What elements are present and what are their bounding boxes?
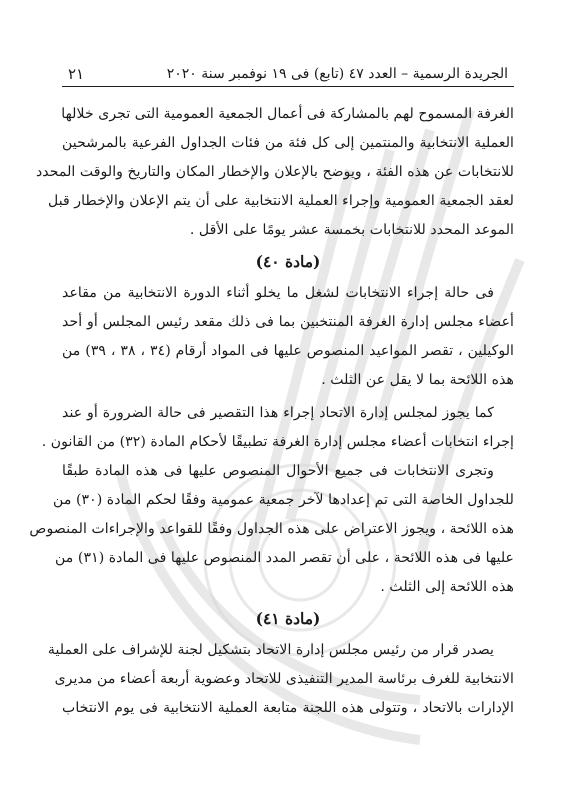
paragraph [62,279,514,395]
text-line: أعضاء مجلس إدارة الغرفة المنتخبين بما فى ذلك مقعد رئيس المجلس أو أحد [62,314,514,330]
text-line: للجداول الخاصة التى تم إعدادها لآخر جمعية عمومية وفقًا لحكم المادة (٣٠) من [53,492,514,508]
text-line: هذه اللائحة بما لا يقل عن الثلث . [321,372,514,388]
gazette-title: الجريدة الرسمية – العدد ٤٧ (تابع) فى ١٩ نوفمبر سنة ٢٠٢٠ [166,66,508,82]
text-line: وتجرى الانتخابات فى جميع الأحوال المنصوص عليها فى هذه المادة طبقًا [62,463,494,479]
paragraph [47,636,514,723]
text-line: هذه اللائحة إلى الثلث . [380,579,514,595]
text-line: فى حالة إجراء الانتخابات لشغل ما يخلو أثناء الدورة الانتخابية من مقاعد [62,285,494,301]
text-line: العملية الانتخابية والمنتمين إلى كل فئة من فئات الجداول الفرعية بالمرشحين [62,135,514,151]
text-line: الإدارات بالاتحاد ، وتتولى هذه اللجنة متابعة العملية الانتخابية فى يوم الانتخاب [62,700,514,716]
text-line: الموعد المحدد للانتخابات بخمسة عشر يومًا على الأقل . [189,222,514,238]
text-line: للانتخابات عن هذه الفئة ، ويوضح بالإعلان والإخطار المكان والتاريخ والوقت المحدد [35,164,514,180]
text-line: إجراء انتخابات أعضاء مجلس إدارة الغرفة تطبيقًا لأحكام المادة (٣٢) من القانون . [41,434,514,450]
paragraph [29,457,514,602]
page-number: ٢١ [68,65,85,83]
article-heading-41: (مادة ٤١) [255,609,321,628]
text-line: لعقد الجمعية العمومية وإجراء العملية الانتخابية على أن يتم الإعلان والإخطار قبل [47,193,514,209]
header-divider [62,86,514,87]
page-header [68,62,508,86]
text-line: الوكيلين ، تقصر المواعيد المنصوص عليها فى المواد أرقام (٣٤ ، ٣٨ ، ٣٩) من [62,343,514,359]
text-line: يصدر قرار من رئيس مجلس إدارة الاتحاد بتشكيل لجنة للإشراف على العملية [47,642,494,658]
text-line: هذه اللائحة ، ويجوز الاعتراض على هذه الجداول وفقًا للقواعد والإجراءات المنصوص [29,521,514,537]
paragraph [35,100,514,245]
text-line: الغرفة المسموح لهم بالمشاركة فى أعمال الجمعية العمومية التى تجرى خلالها [61,106,514,122]
text-line: عليها فى هذه اللائحة ، على أن تقصر المدد المنصوص عليها فى المادة (٣١) من [55,550,514,566]
text-line: الانتخابية للغرف برئاسة المدير التنفيذى للاتحاد وعضوية أربعة أعضاء من مديرى [54,671,514,687]
article-heading-40: (مادة ٤٠) [255,252,321,271]
document-body [29,100,514,723]
paragraph [41,399,514,457]
text-line: كما يجوز لمجلس إدارة الاتحاد إجراء هذا التقصير فى حالة الضرورة أو عند [62,405,494,421]
